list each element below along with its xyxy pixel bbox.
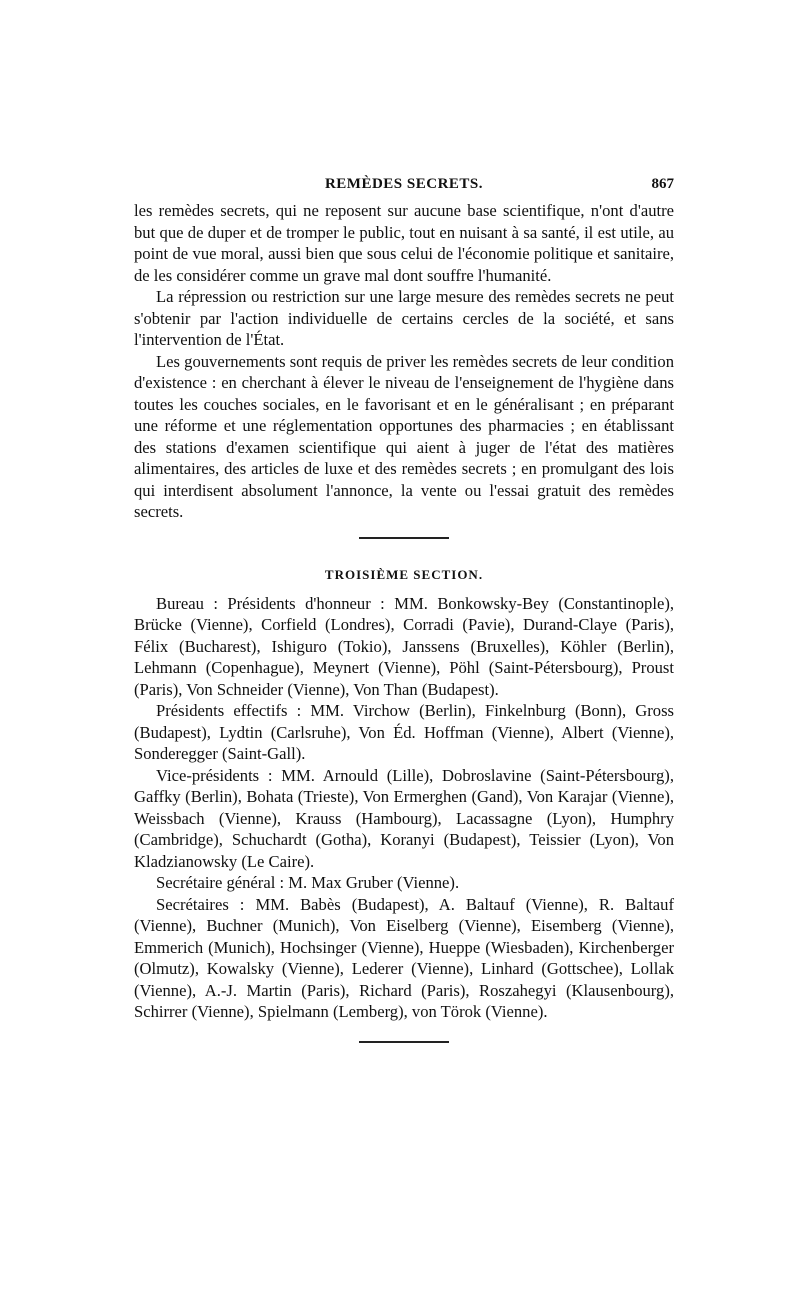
running-header <box>134 176 674 200</box>
end-divider <box>359 1041 449 1043</box>
section-entry: Bureau : Présidents d'honneur : MM. Bonkowsky-Bey (Constantinople), Brücke (Vienne), Corfield (Londres), Corradi (Pavie), Durand-Claye (Paris), Félix (Bucharest), Ishiguro (Tokio), Janssens (Bruxelles), Köhler (Berlin), Lehmann (Copenhague), Meynert (Vienne), Pöhl (Saint-Pétersbourg), Proust (Paris), Von Schneider (Vienne), Von Than (Budapest). <box>134 593 674 699</box>
paragraph: La répression ou restriction sur une large mesure des remèdes secrets ne peut s'obtenir par l'action individuelle de certains cercles de la société, et sans l'intervention de l'État. <box>134 287 674 349</box>
section-entry: Vice-présidents : MM. Arnould (Lille), Dobroslavine (Saint-Pétersbourg), Gaffky (Berlin), Bohata (Trieste), Von Ermerghen (Gand), Von Karajar (Vienne), Weissbach (Vienne), Krauss (Hambourg), Lacassagne (Lyon), Humphry (Cambridge), Schuchardt (Gotha), Koranyi (Budapest), Teissier (Lyon), Von Kladzianowsky (Le Caire). <box>134 765 674 871</box>
document-page <box>134 176 674 1043</box>
section-divider <box>359 537 449 539</box>
section-title: TROISIÈME SECTION. <box>324 566 484 582</box>
section-entry: Secrétaire général : M. Max Gruber (Vienne). <box>156 873 460 892</box>
page-number: 867 <box>651 176 674 192</box>
section-entry: Présidents effectifs : MM. Virchow (Berlin), Finkelnburg (Bonn), Gross (Budapest), Lydtin (Carlsruhe), Von Éd. Hoffman (Vienne), Albert (Vienne), Sonderegger (Saint-Gall). <box>134 701 674 763</box>
paragraph: Les gouvernements sont requis de priver les remèdes secrets de leur condition d'existence : en cherchant à élever le niveau de l'enseignement de l'hygiène dans toutes les couches sociales, en le favorisant et en le généralisant ; en préparant une réforme et une réglementation opportunes des pharmacies ; en établissant des stations d'examen scientifique qui aient à juger de l'état des matières alimentaires, des articles de luxe et des remèdes secrets ; en promulgant des lois qui interdisent absolument l'annonce, la vente ou l'essai gratuit des remèdes secrets. <box>134 351 674 521</box>
running-title: REMÈDES SECRETS. <box>324 176 484 192</box>
paragraph: les remèdes secrets, qui ne reposent sur aucune base scientifique, n'ont d'autre but que de duper et de tromper le public, tout en nuisant à sa santé, il est utile, au point de vue moral, aussi bien que sous celui de l'économie politique et sanitaire, de les considérer comme un grave mal dont souffre l'humanité. <box>134 201 674 285</box>
section-entry: Secrétaires : MM. Babès (Budapest), A. Baltauf (Vienne), R. Baltauf (Vienne), Buchner (Munich), Von Eiselberg (Vienne), Eisemberg (Vienne), Emmerich (Munich), Hochsinger (Vienne), Hueppe (Wiesbaden), Kirchenberger (Olmutz), Kowalsky (Vienne), Lederer (Vienne), Linhard (Gottschee), Lollak (Vienne), A.-J. Martin (Paris), Richard (Paris), Roszahegyi (Klausenbourg), Schirrer (Vienne), Spielmann (Lemberg), von Törok (Vienne). <box>134 894 674 1021</box>
